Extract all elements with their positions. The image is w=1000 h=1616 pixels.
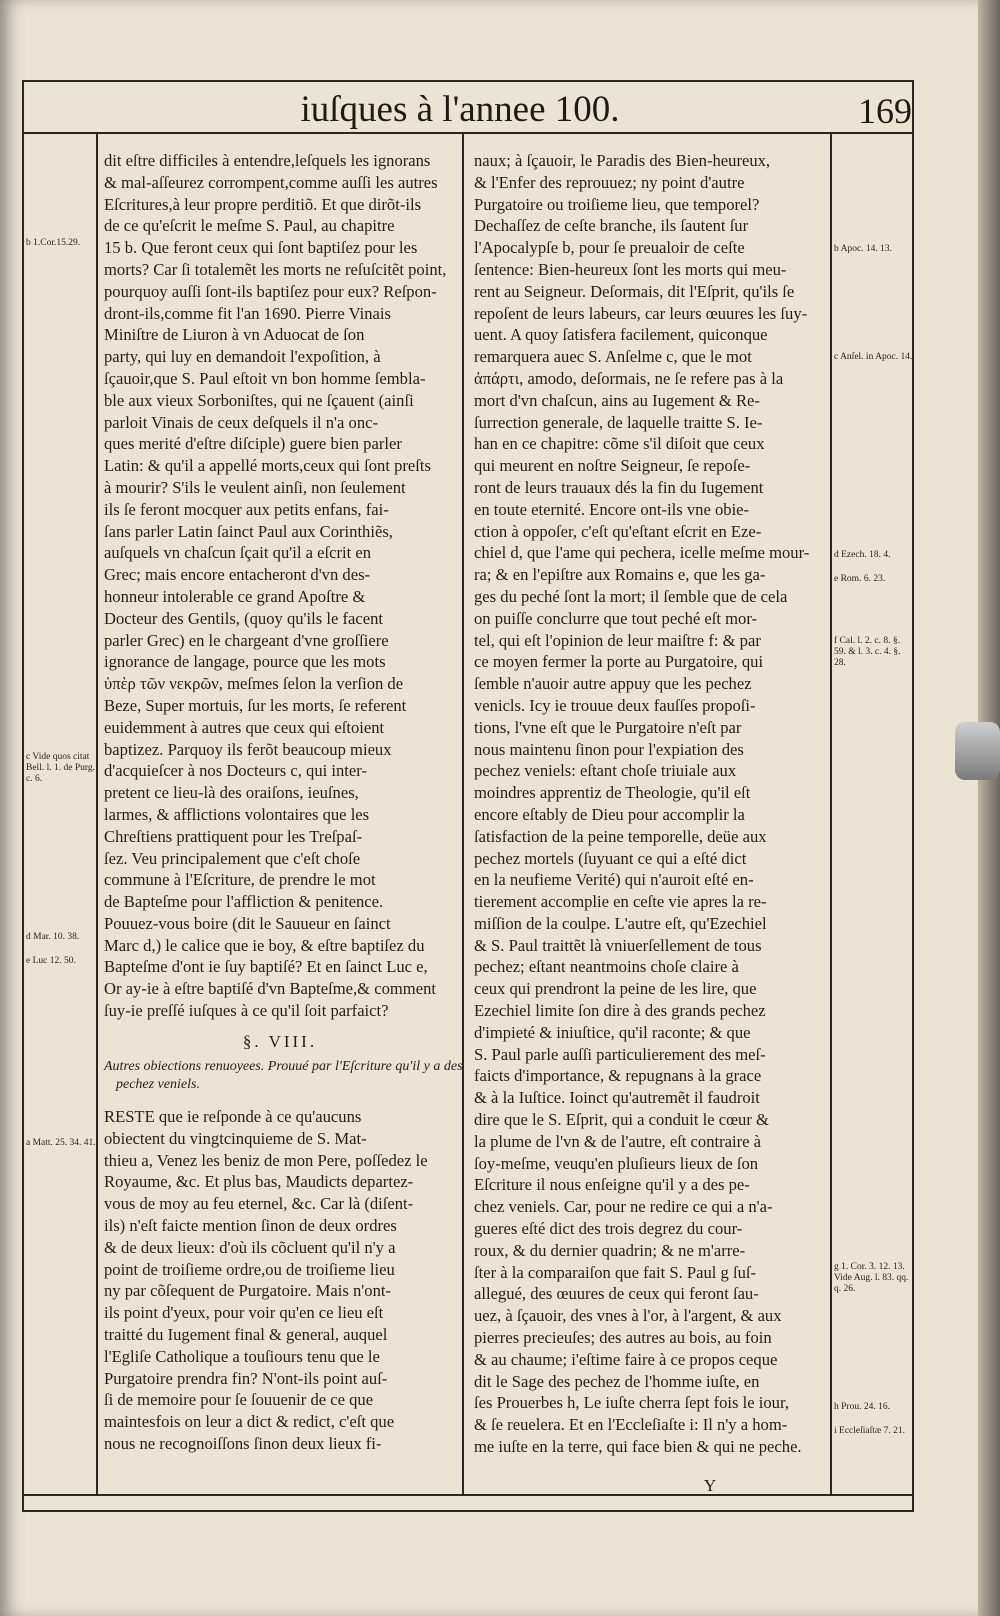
text-line: ny par cõſequent de Purgatoire. Mais n'ont- [104, 1281, 392, 1301]
text-line: à mourir? S'ils le veulent ainſi, non ſeulement [104, 477, 406, 497]
margin-note-left-1: b 1.Cor.15.29. [26, 238, 81, 248]
text-line: nous ne recognoiſſons ſinon deux lieux fi- [104, 1433, 382, 1453]
text-line: qui meurent en noſtre Seigneur, ſe repoſe- [474, 456, 751, 476]
text-line: ignorance de langage, pource que les mots [104, 652, 386, 672]
text-line: Or ay-ie à eſtre baptiſé d'vn Bapteſme,& comment [104, 979, 436, 999]
bottom-rule [22, 1494, 914, 1496]
text-line: pourquoy auſſi ſont-ils baptiſez pour eux? Reſpon- [104, 281, 437, 301]
text-line: on puiſſe conclurre que tout peché eſt mor- [474, 608, 758, 628]
text-line: nous maintenu ſinon pour l'expiation des [474, 739, 744, 759]
text-line: ὑπὲρ τῶν νεκρῶν, meſmes ſelon la verſion de [104, 674, 404, 694]
text-line: Bapteſme d'ont ie ſuy baptiſé? Et en ſainct Luc e, [104, 957, 428, 977]
text-line: Latin: & qu'il a appellé morts,ceux qui ſont preſts [104, 456, 431, 476]
text-line: ſentence: Bien-heureux ſont les morts qui meu- [474, 259, 787, 279]
left-column-continued [104, 1106, 456, 1456]
text-line: 15 b. Que feront ceux qui ſont baptiſez pour les [104, 238, 418, 258]
text-line: ce moyen fermer la porte au Purgatoire, qui [474, 652, 764, 672]
margin-note-left-4: e Luc 12. 50. [26, 956, 76, 966]
inner-right-rule [830, 134, 832, 1494]
margin-note-right-4: e Rom. 6. 23. [834, 574, 886, 584]
text-line: venicls. Icy ie trouue deux fauſſes propoſi- [474, 695, 756, 715]
margin-note-right-7: h Prou. 24. 16. [834, 1402, 890, 1412]
text-line: Dechaſſez de ceſte branche, ils ſautent ſur [474, 216, 749, 236]
text-line: han en ce chapitre: cõme s'il diſoit que ceux [474, 434, 765, 454]
text-line: pechez; eſtant neantmoins choſe claire à [474, 957, 739, 977]
page-number: 169 [858, 91, 912, 131]
text-line: rent au Seigneur. Deſormais, dit l'Eſprit, qu'ils ſe [474, 281, 795, 301]
left-column [104, 150, 456, 1030]
right-column [474, 150, 824, 1480]
text-line: obiectent du vingtcinquieme de S. Mat- [104, 1128, 367, 1148]
text-line: dront-ils,comme fit l'an 1690. Pierre Vinais [104, 303, 391, 323]
text-line: ſurrection generale, de laquelle traitte S. Ie- [474, 412, 763, 432]
text-line: ra; & en l'epiſtre aux Romains e, que les ga- [474, 565, 766, 585]
text-line: ſans parler Latin ſainct Paul aux Corinthiẽs, [104, 521, 393, 541]
text-line: uent. A quoy ſatisfera facilement, quiconque [474, 325, 768, 345]
text-line: auſquels vn chaſcun ſçait qu'il a eſcrit en [104, 543, 372, 563]
text-line: parler Grec) en le chargeant d'vne groſſiere [104, 630, 389, 650]
margin-note-right-1: b Apoc. 14. 13. [834, 244, 893, 254]
text-line: ſoy-meſme, veuqu'en pluſieurs lieux de ſon [474, 1153, 759, 1173]
text-line: chez veniels. Car, pour ne redire ce qui a n'a- [474, 1197, 773, 1217]
book-edge [978, 0, 1000, 1616]
text-line: dire que le S. Eſprit, qui a conduit le cœur & [474, 1110, 769, 1130]
text-line: ſez. Veu principalement que c'eſt choſe [104, 848, 361, 868]
text-line: de ce qu'eſcrit le meſme S. Paul, au chapitre [104, 216, 395, 236]
text-line: ſemble n'auoir autre appuy que les pechez [474, 674, 752, 694]
text-line: miſſion de la coulpe. L'autre eſt, qu'Ezechiel [474, 913, 767, 933]
text-line: la plume de l'vn & de l'autre, eſt contraire à [474, 1131, 762, 1151]
text-line: tierement accomplie en ceſte vie apres la re- [474, 892, 767, 912]
outer-left-rule [22, 80, 24, 1512]
text-line: ges du peché ſont la mort; il ſemble que de cela [474, 586, 788, 606]
margin-note-left-2: c Vide quos citat Bell. l. 1. de Purg. c. 6. [26, 752, 95, 784]
text-line: Pouuez-vous boire (dit le Sauueur en ſainct [104, 913, 391, 933]
running-title: iuſques à l'annee 100. [300, 89, 620, 130]
text-line: de Bapteſme pour l'affliction & penitence. [104, 892, 384, 912]
text-line: faicts d'importance, & repugnans à la grace [474, 1066, 762, 1086]
text-line: baptizez. Parquoy ils ferõt beaucoup mieux [104, 739, 392, 759]
text-line: encore eſtably de Dieu pour accomplir la [474, 804, 745, 824]
text-line: repoſent de leurs labeurs, car leurs œuures les ſuy- [474, 303, 808, 323]
text-line: ſatisfaction de la peine temporelle, deüe aux [474, 826, 767, 846]
text-line: pechez veniels: eſtant choſe triuiale aux [474, 761, 737, 781]
page-clip [955, 722, 1000, 780]
foot-rule [22, 1510, 914, 1512]
text-line: moindres apprentiz de Theologie, qu'il eſt [474, 783, 751, 803]
text-line: point de troiſieme ordre,ou de troiſieme lieu [104, 1259, 395, 1279]
margin-note-right-6: g 1. Cor. 3. 12. 13. Vide Aug. l. 83. qq. q. 26. [834, 1262, 909, 1294]
text-line: roux, & du dernier quadrin; & ne m'arre- [474, 1240, 746, 1260]
section-summary: Autres obiections renuoyees. Prouué par l'Eſcriture qu'il y a des pechez veniels. [104, 1059, 463, 1092]
text-line: ſçauoir,que S. Paul eſtoit vn bon homme ſembla- [104, 368, 426, 388]
text-line: l'Apocalypſe b, pour ſe preualoir de ceſte [474, 238, 745, 258]
text-line: larmes, & afflictions volontaires que les [104, 804, 370, 824]
text-line: en la neufieme Verité) qui n'auroit eſté en- [474, 870, 754, 890]
text-line: Royaume, &c. Et plus bas, Maudicts departez- [104, 1172, 414, 1192]
text-line: ront de leurs trauaux dés la fin du Iugement [474, 477, 764, 497]
text-line: thieu a, Venez les beniz de mon Pere, poſſedez le [104, 1150, 428, 1170]
text-line: dit eſtre difficiles à entendre,leſquels les ignorans [104, 151, 431, 170]
text-line: & S. Paul traittẽt là vniuerſellement de tous [474, 935, 762, 955]
text-line: remarquera auec S. Anſelme c, que le mot [474, 347, 752, 367]
text-line: ceux qui prendront la peine de les lire, que [474, 979, 757, 999]
text-line: ques merité d'eſtre diſciple) guere bien parler [104, 434, 402, 454]
text-line: en toute eternité. Encore ont-ils vne obie- [474, 499, 750, 519]
text-line: ſes Prouerbes h, Le iuſte cherra ſept fois le iour, [474, 1393, 789, 1413]
text-line: d'impieté & iniuſtice, qu'il raconte; & que [474, 1022, 751, 1042]
text-line: l'Egliſe Catholique a touſiours tenu que le [104, 1346, 380, 1366]
inner-left-rule [96, 134, 98, 1494]
text-line: ſuy-ie preſſé iuſques à ce qu'il ſoit parfaict? [104, 1001, 389, 1021]
text-line: ſi de memoire pour ſe ſouuenir de ce que [104, 1390, 374, 1410]
text-line: & mal-aſſeurez corrompent,comme auſſi les autres [104, 172, 438, 192]
text-line: Marc d,) le calice que ie boy, & eſtre baptiſez du [104, 935, 425, 955]
text-line: party, qui luy en demandoit l'expoſition, à [104, 347, 381, 367]
text-line: Grec; mais encore entacheront d'vn des- [104, 565, 371, 585]
margin-note-right-8: i Eccleſiaſtæ 7. 21. [834, 1426, 905, 1436]
text-line: vous de moy au feu eternel, &c. Car là (diſent- [104, 1194, 414, 1214]
text-line: ble aux vieux Sorboniſtes, qui ne ſçauent (ainſi [104, 390, 414, 410]
text-line: morts? Car ſi totalemẽt les morts ne reſuſcitẽt point, [104, 259, 447, 279]
text-line: ἀπάρτι, amodo, deſormais, ne ſe refere pas à la [474, 368, 784, 388]
text-line: chiel d, que l'ame qui pechera, icelle meſme mour- [474, 543, 810, 563]
text-line: RESTE que ie reſponde à ce qu'aucuns [104, 1107, 362, 1126]
text-line: dit le Sage des pechez de l'homme iuſte, en [474, 1371, 760, 1391]
text-line: naux; à ſçauoir, le Paradis des Bien-heureux, [474, 151, 771, 170]
text-line: pechez mortels (ſuyuant ce qui a eſté dict [474, 848, 747, 868]
text-line: maintesfois on leur a dict & redict, c'eſt que [104, 1412, 395, 1432]
text-line: ils ſe feront mocquer aux petits enfans, fai- [104, 499, 389, 519]
text-line: commune à l'Eſcriture, de prendre le mot [104, 870, 376, 890]
text-line: uez, à ſçauoir, des vnes à l'or, à l'argent, & aux [474, 1306, 782, 1326]
text-line: euidemment à autres que ceux qui eſtoient [104, 717, 385, 737]
text-line: gueres eſté dict des trois degrez du cour- [474, 1219, 743, 1239]
text-line: d'acquieſcer à nos Docteurs c, qui inter- [104, 761, 367, 781]
text-line: Eſcritures,à leur propre perditiõ. Et que dirõt-ils [104, 194, 422, 214]
signature-mark: Y [703, 1476, 717, 1495]
section-heading: §. VIII. [242, 1032, 318, 1051]
text-line: & ſe reuelera. Et en l'Eccleſiaſte i: Il n'y a hom- [474, 1415, 788, 1435]
text-line: Beze, Super mortuis, ſur les morts, ſe referent [104, 695, 407, 715]
text-line: traitté du Iugement final & general, auquel [104, 1324, 388, 1344]
center-rule [462, 134, 464, 1494]
text-line: Eſcriture il nous enſeigne qu'il y a des pe- [474, 1175, 750, 1195]
text-line: mort d'vn chaſcun, ains au Iugement & Re- [474, 390, 760, 410]
text-line: & à la Iuſtice. Ioinct qu'autremẽt il faudroit [474, 1088, 760, 1108]
text-line: S. Paul parle auſſi particulierement des meſ- [474, 1044, 766, 1064]
text-line: & l'Enfer des reprouuez; ny point d'autre [474, 172, 745, 192]
text-line: parloit Vinais de ceux deſquels il n'a onc- [104, 412, 379, 432]
margin-note-right-5: f Cal. l. 2. c. 8. §. 59. & l. 3. c. 4. §. 28. [834, 636, 901, 668]
text-line: & au chaume; i'eſtime faire à ce propos ceque [474, 1349, 778, 1369]
text-line: me iuſte en la terre, qui face bien & qui ne peche. [474, 1437, 802, 1457]
text-line: honneur intolerable ce grand Apoſtre & [104, 586, 366, 606]
text-line: pretent ce lieu-là des oraiſons, ieuſnes, [104, 783, 359, 803]
text-line: ils point d'yeux, pour voir qu'en ce lieu eſt [104, 1303, 384, 1323]
text-line: pierres precieuſes; des autres au bois, au foin [474, 1328, 772, 1348]
text-line: ils) n'eſt faicte mention ſinon de deux ordres [104, 1215, 397, 1235]
text-line: ction à oppoſer, c'eſt qu'eſtant eſcrit en Eze- [474, 521, 762, 541]
margin-note-left-5: a Matt. 25. 34. 41. [26, 1138, 96, 1148]
margin-note-right-2: c Anſel. in Apoc. 14. [834, 352, 913, 362]
outer-right-rule [912, 80, 914, 1512]
header-rule [22, 132, 914, 134]
text-line: Chreſtiens prattiquent pour les Treſpaſ- [104, 826, 363, 846]
margin-note-right-3: d Ezech. 18. 4. [834, 550, 891, 560]
text-line: tions, l'vne eſt que le Purgatoire n'eſt par [474, 717, 742, 737]
text-line: Purgatoire ou troiſieme lieu, que temporel? [474, 194, 760, 214]
top-rule [22, 80, 914, 82]
text-line: allegué, des œuures de ceux qui feront ſau- [474, 1284, 759, 1304]
text-line: Docteur des Gentils, (quoy qu'ils le facent [104, 608, 384, 628]
text-line: Ezechiel limite ſon dire à des grands pechez [474, 1001, 766, 1021]
text-line: & de deux lieux: d'où ils cõcluent qu'il n'y a [104, 1237, 396, 1257]
text-line: ſter à la comparaiſon que fait S. Paul g ſuſ- [474, 1262, 757, 1282]
text-line: Miniſtre de Liuron à vn Aduocat de ſon [104, 325, 365, 345]
text-line: tel, qui eſt l'opinion de leur maiſtre f: & par [474, 630, 761, 650]
text-line: Purgatoire prendra fin? N'ont-ils point auſ- [104, 1368, 388, 1388]
margin-note-left-3: d Mar. 10. 38. [26, 932, 80, 942]
